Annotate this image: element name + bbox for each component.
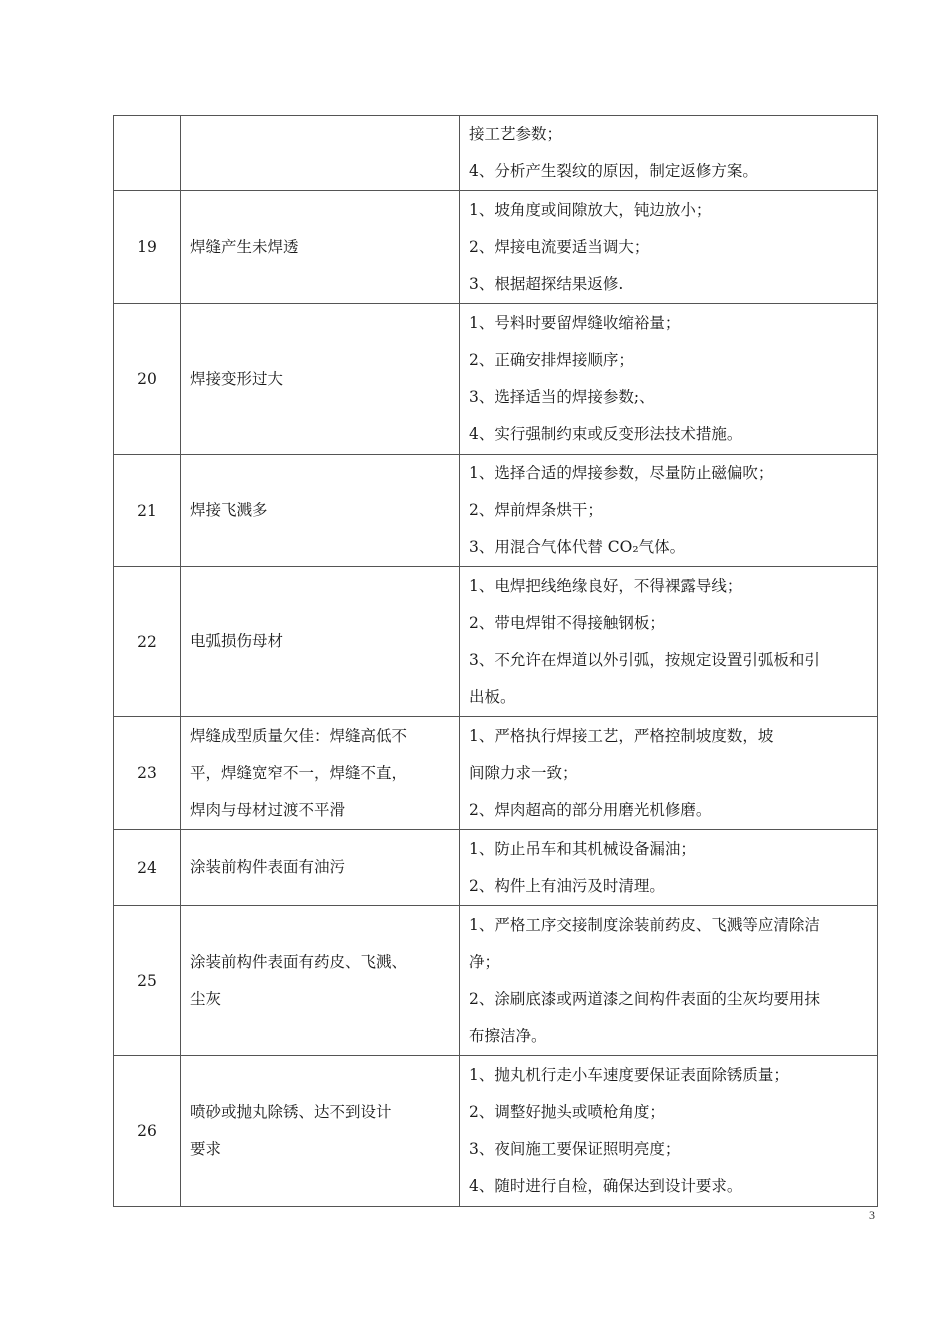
row-number [114,116,181,191]
row-number: 23 [114,717,181,830]
row-number: 20 [114,304,181,455]
row-number: 19 [114,191,181,304]
measure-line: 3、选择适当的焊接参数;、 [469,388,655,406]
issue-cell: 焊接变形过大 [181,304,460,455]
measure-line: 2、正确安排焊接顺序； [469,351,634,369]
measure-line: 1、坡角度或间隙放大，钝边放小； [469,200,712,219]
measure-line: 1、号料时要留焊缝收缩裕量； [469,314,681,332]
measure-line: 1、严格执行焊接工艺，严格控制坡度数，坡 [469,726,774,745]
measures-cell [460,906,878,1056]
measure-line: 2、焊前焊条烘干； [469,501,603,519]
row-number: 22 [114,567,181,717]
measure-line: 布擦洁净。 [469,1026,547,1045]
measures-cell [460,116,878,191]
table-row [114,116,878,191]
measure-line: 1、防止吊车和其机械设备漏油； [469,839,696,858]
measure-line: 1、选择合适的焊接参数，尽量防止磁偏吹； [469,464,774,482]
measure-line: 4、随时进行自检，确保达到设计要求。 [469,1177,743,1195]
measure-line: 2、调整好抛头或喷枪角度； [469,1103,665,1121]
issue-cell: 涂装前构件表面有油污 [181,830,460,906]
row-number: 25 [114,906,181,1056]
measures-cell [460,191,878,304]
measure-line: 2、构件上有油污及时清理。 [469,876,665,895]
issue-line: 焊肉与母材过渡不平滑 [190,800,346,819]
issue-cell [181,1056,460,1207]
issue-cell [181,116,460,191]
measure-line: 3、夜间施工要保证照明亮度； [469,1140,681,1158]
table-row [114,830,878,906]
row-number: 26 [114,1056,181,1207]
measure-line: 1、电焊把线绝缘良好，不得裸露导线； [469,576,743,595]
measure-line: 2、涂刷底漆或两道漆之间构件表面的尘灰均要用抹 [469,989,820,1008]
measures-cell [460,455,878,567]
defect-measures-table [113,115,878,1207]
issue-line: 涂装前构件表面有药皮、飞溅、 [190,952,408,971]
measures-cell [460,830,878,906]
issue-cell: 焊接飞溅多 [181,455,460,567]
measure-line: 接工艺参数； [469,125,563,143]
measure-line: 1、抛丸机行走小车速度要保证表面除锈质量； [469,1066,789,1084]
row-number: 21 [114,455,181,567]
measures-cell [460,567,878,717]
measure-line: 3、不允许在焊道以外引弧，按规定设置引弧板和引 [469,650,820,669]
table-row [114,717,878,830]
measure-line: 2、焊接电流要适当调大； [469,237,650,256]
measure-line: 3、用混合气体代替 CO₂气体。 [469,538,686,556]
issue-line: 焊缝成型质量欠佳：焊缝高低不 [190,726,408,745]
measure-line: 出板。 [469,687,516,706]
table-row [114,191,878,304]
measure-line: 2、带电焊钳不得接触钢板； [469,613,665,632]
issue-line: 尘灰 [190,989,222,1008]
measure-line: 4、实行强制约束或反变形法技术措施。 [469,425,743,443]
table-row [114,906,878,1056]
row-number: 24 [114,830,181,906]
measures-cell [460,1056,878,1207]
issue-cell: 电弧损伤母材 [181,567,460,717]
table-row [114,567,878,717]
issue-line: 要求 [190,1140,222,1158]
table-row [114,455,878,567]
measure-line: 4、分析产生裂纹的原因，制定返修方案。 [469,162,758,180]
issue-line: 平，焊缝宽窄不一，焊缝不直， [190,763,408,782]
measure-line: 2、焊肉超高的部分用磨光机修磨。 [469,800,712,819]
page-number: 3 [869,1208,875,1222]
measures-cell [460,717,878,830]
issue-cell [181,717,460,830]
measure-line: 3、根据超探结果返修. [469,274,624,293]
issue-cell: 焊缝产生未焊透 [181,191,460,304]
measure-line: 净； [469,952,501,971]
measure-line: 1、严格工序交接制度涂装前药皮、飞溅等应清除洁 [469,915,820,934]
measures-cell [460,304,878,455]
issue-cell [181,906,460,1056]
table-row [114,1056,878,1207]
measure-line: 间隙力求一致； [469,763,578,782]
table-row [114,304,878,455]
issue-line: 喷砂或抛丸除锈、达不到设计 [190,1103,392,1121]
